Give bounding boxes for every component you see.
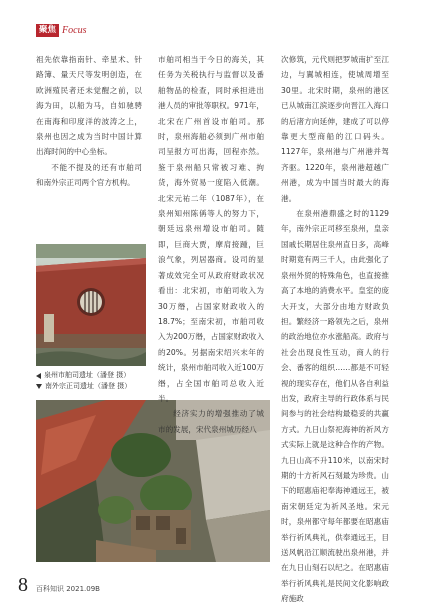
page-footer — [18, 574, 100, 597]
caption-2-text: 南外宗正司遗址（潘登 摄） — [45, 382, 132, 390]
page-number: 8 — [18, 574, 28, 596]
publication-info: 百科知识 2021.09B — [36, 585, 100, 593]
section-badge: 聚焦 — [36, 24, 59, 37]
photo-shibosi-image — [36, 244, 146, 366]
photo-captions — [36, 370, 156, 392]
paragraph: 不能不提及的还有市舶司和南外宗正司两个官方机构。 — [36, 162, 142, 188]
photo-shibosi-site — [36, 244, 146, 366]
text-column-3 — [281, 52, 389, 607]
paragraph: 在泉州港鼎盛之时的1129年，南外宗正司移至泉州，皇亲国戚长期居住泉州直日多，高峰时期竟有两三千人，由此强化了泉州外贸的特殊角色，也直接推高了本地的消费水平。皇室的庞大开支，大部分由地方财政负担。繁经济一路领先之后，泉州的政治地位亦水涨船高。政府与社会出现良性互动，商人的行会、番客的组织……都是不可轻视的现实存在，他们从各自利益出发，政府主导的行政体系与民间参与的社会结构最稳妥的共赢方式。九日山祭祀海神的祈风方式实际上就是这种合作的产物。九日山高不升110米，以南宋时期的十方祈风石刻最为珍贵。山下的昭惠庙祀奉海神通远王，被南宋朝廷定为祈风圣地。宋元时，泉州都守每年都要在昭惠庙举行祈风典礼，供奉通远王，目送风帆沿江顺流驶出泉州港，并在九日山刻石以纪之。在昭惠庙举行祈风典礼是民间文化影响政府施政 — [281, 209, 389, 604]
caption-1 — [36, 370, 156, 381]
section-header — [36, 22, 86, 38]
caption-2 — [36, 381, 156, 392]
paragraph: 市舶司相当于今日的海关，其任务为关税执行与监督以及番舶物品的检查，同时承担进出港人员的审批等职权。971年，北宋在广州首设市舶司。那时，泉州海舶必须到广州市舶司呈报方可出海，回程亦然。鉴于泉州船只常被习难、拘货，海外贸易一度陷入低潮。北宋元祐二年（1087年），在泉州知州陈偁等人的努力下，朝廷远泉州增设市舶司。随即，巨商大贾，摩肩接踵，巨浪气象，列居器商。设司的显著成效完全可从政府财政状况看出：北宋初，市舶司收入为30万缗，占国家财政收入的18.7%；至南宋初，市舶司收入为200万缗，占国家财政收入的20%。另据南宋绍兴末年的统计，泉州市舶司收入近100万缗，占全国市舶司总收入近半。 — [158, 55, 264, 403]
paragraph: 次修筑，元代则把罗城南扩至江边，与翼城相连，使城周增至30里。北宋时期，泉州的港区已从城南江滨逐步向晋江入海口的后渚方向延伸，建成了可以停靠更大型商船的江口码头。1127年，泉州港与广州港并驾齐驱。1220年，泉州港超越广州港，成为中国当时最大的海港。 — [281, 55, 389, 203]
paragraph: 经济实力的增强推动了城市的发展，宋代泉州城历经八 — [158, 409, 264, 434]
text-column-1 — [36, 52, 142, 191]
caption-1-text: 泉州市舶司遗址（潘登 摄） — [44, 371, 131, 379]
text-column-2 — [158, 52, 264, 437]
section-title-en: Focus — [62, 24, 87, 36]
caption-pointer-down-icon — [36, 384, 42, 389]
paragraph: 祖先依靠指南针、牵星术、针路簿、量天尺等发明创造，在欧洲殖民者还未觉醒之前，以海为田，以船为马，自如驰骋在南海和印度洋的波涛之上，泉州也因之成为当时中国计算出海时间的中心坐标。 — [36, 55, 142, 157]
caption-pointer-left-icon — [36, 373, 41, 379]
